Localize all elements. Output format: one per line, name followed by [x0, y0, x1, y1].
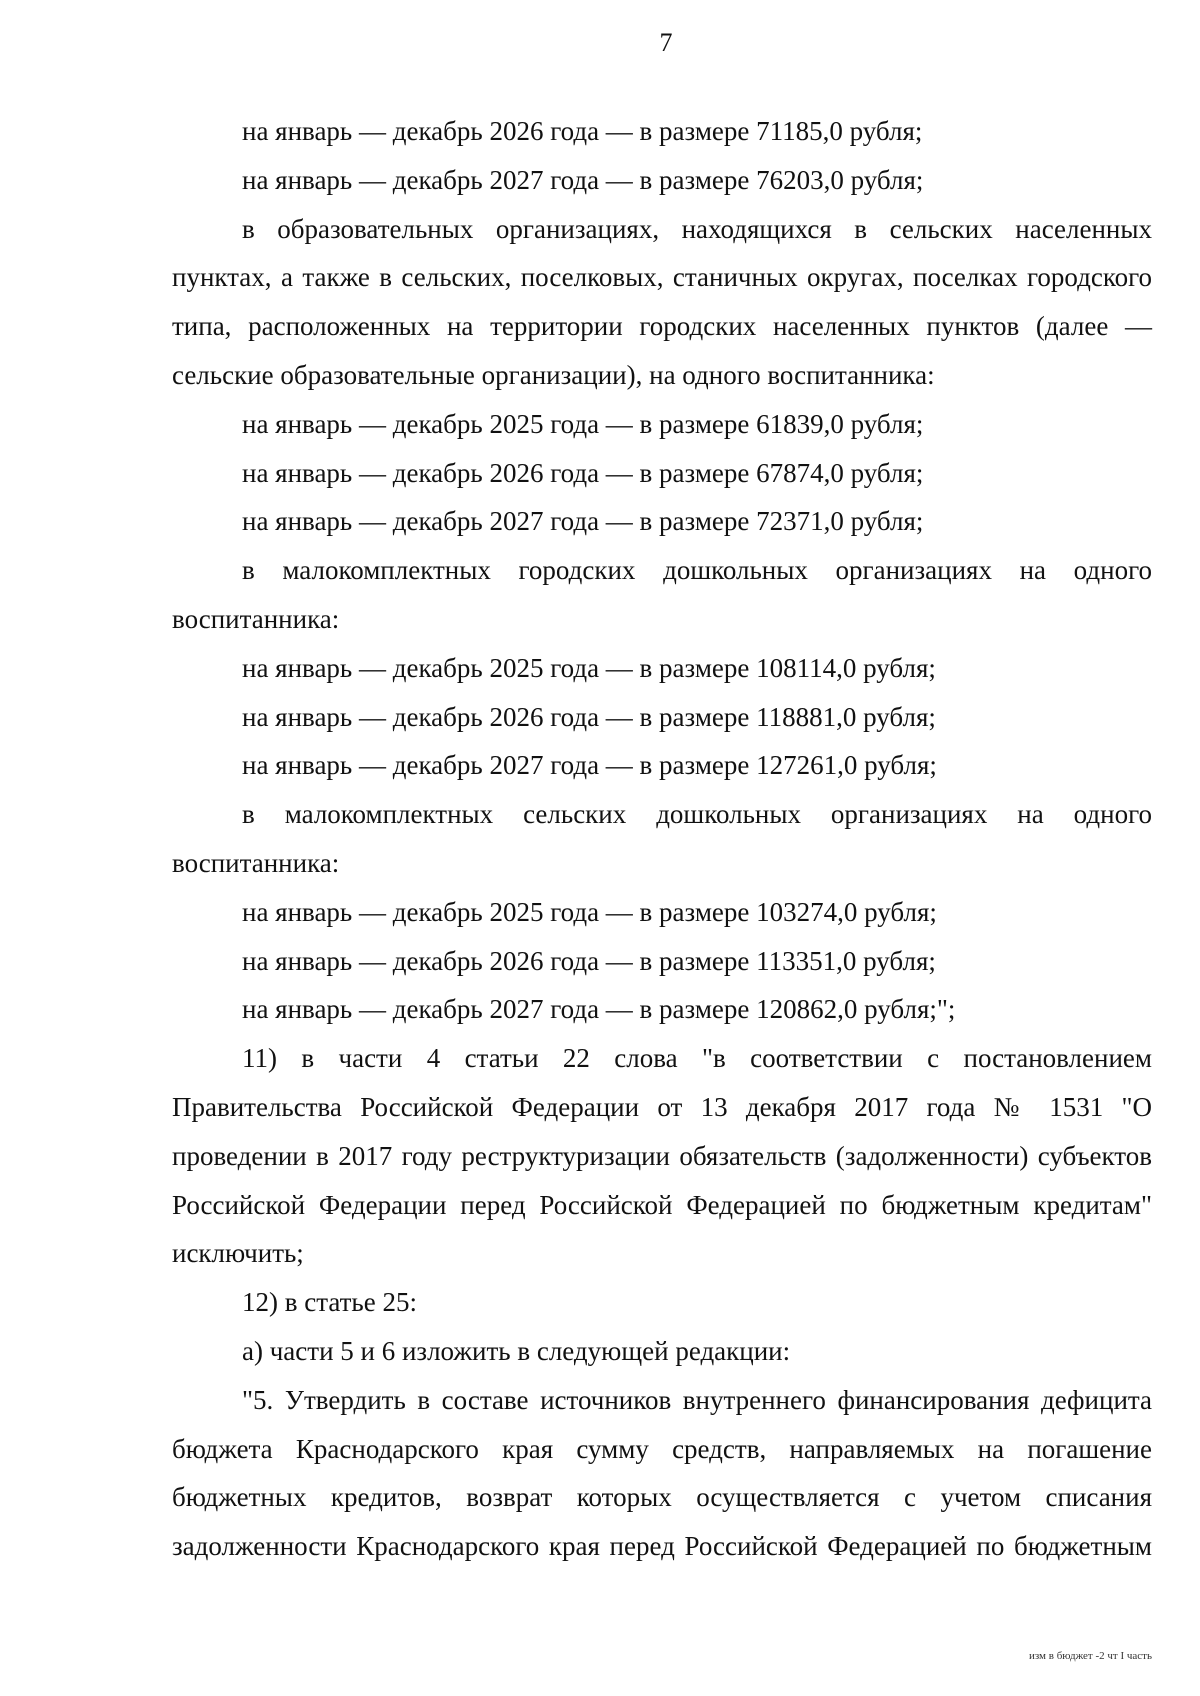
paragraph: 11) в части 4 статьи 22 слова "в соответствии с постановлением Правительства Российской Федерации от 13 декабря 2017 года № 1531 "О проведении в 2017 году реструктуризации обязательств (задолженности) субъектов Российской Федерации перед Российской Федерацией по бюджетным кредитам" исключить; — [172, 1043, 1152, 1269]
paragraph: на январь — декабрь 2027 года — в размере 127261,0 рубля; — [242, 750, 937, 781]
paragraph: на январь — декабрь 2027 года — в размере 72371,0 рубля; — [242, 506, 924, 537]
paragraph: "5. Утвердить в составе источников внутреннего финансирования дефицита бюджета Краснодарского края сумму средств, направляемых на погашение бюджетных кредитов, возврат которых осуществляется с учетом списания задолженности Краснодарского края перед Российской Федерацией по бюджетным — [172, 1384, 1152, 1562]
paragraph: 12) в статье 25: — [242, 1287, 417, 1318]
paragraph: на январь — декабрь 2025 года — в размере 103274,0 рубля; — [242, 896, 937, 927]
paragraph: на январь — декабрь 2025 года — в размере 61839,0 рубля; — [242, 408, 924, 439]
paragraph: на январь — декабрь 2026 года — в размере 113351,0 рубля; — [242, 945, 936, 976]
paragraph: а) части 5 и 6 изложить в следующей редакции: — [242, 1335, 791, 1366]
paragraph: на январь — декабрь 2025 года — в размере 108114,0 рубля; — [242, 652, 936, 683]
paragraph: на январь — декабрь 2026 года — в размере 67874,0 рубля; — [242, 457, 924, 488]
paragraph: в малокомплектных городских дошкольных организациях на одного воспитанника: — [172, 555, 1152, 634]
paragraph: в малокомплектных сельских дошкольных организациях на одного воспитанника: — [172, 799, 1152, 878]
paragraph: на январь — декабрь 2026 года — в размере 71185,0 рубля; — [242, 116, 923, 146]
paragraph: на январь — декабрь 2026 года — в размере 118881,0 рубля; — [242, 701, 936, 732]
footer-file-code: изм в бюджет -2 чт I часть — [1028, 1650, 1152, 1662]
page-number: 7 — [659, 28, 673, 57]
paragraph: в образовательных организациях, находящихся в сельских населенных пунктах, а также в сельских, поселковых, станичных округах, поселках городского типа, расположенных на территории городских населенных пунктов (далее — сельские образовательные организации), на одного воспитанника: — [172, 213, 1152, 390]
paragraph: на январь — декабрь 2027 года — в размере 76203,0 рубля; — [242, 164, 924, 195]
paragraph: на январь — декабрь 2027 года — в размере 120862,0 рубля;"; — [242, 994, 956, 1025]
document-body — [172, 107, 1152, 1571]
